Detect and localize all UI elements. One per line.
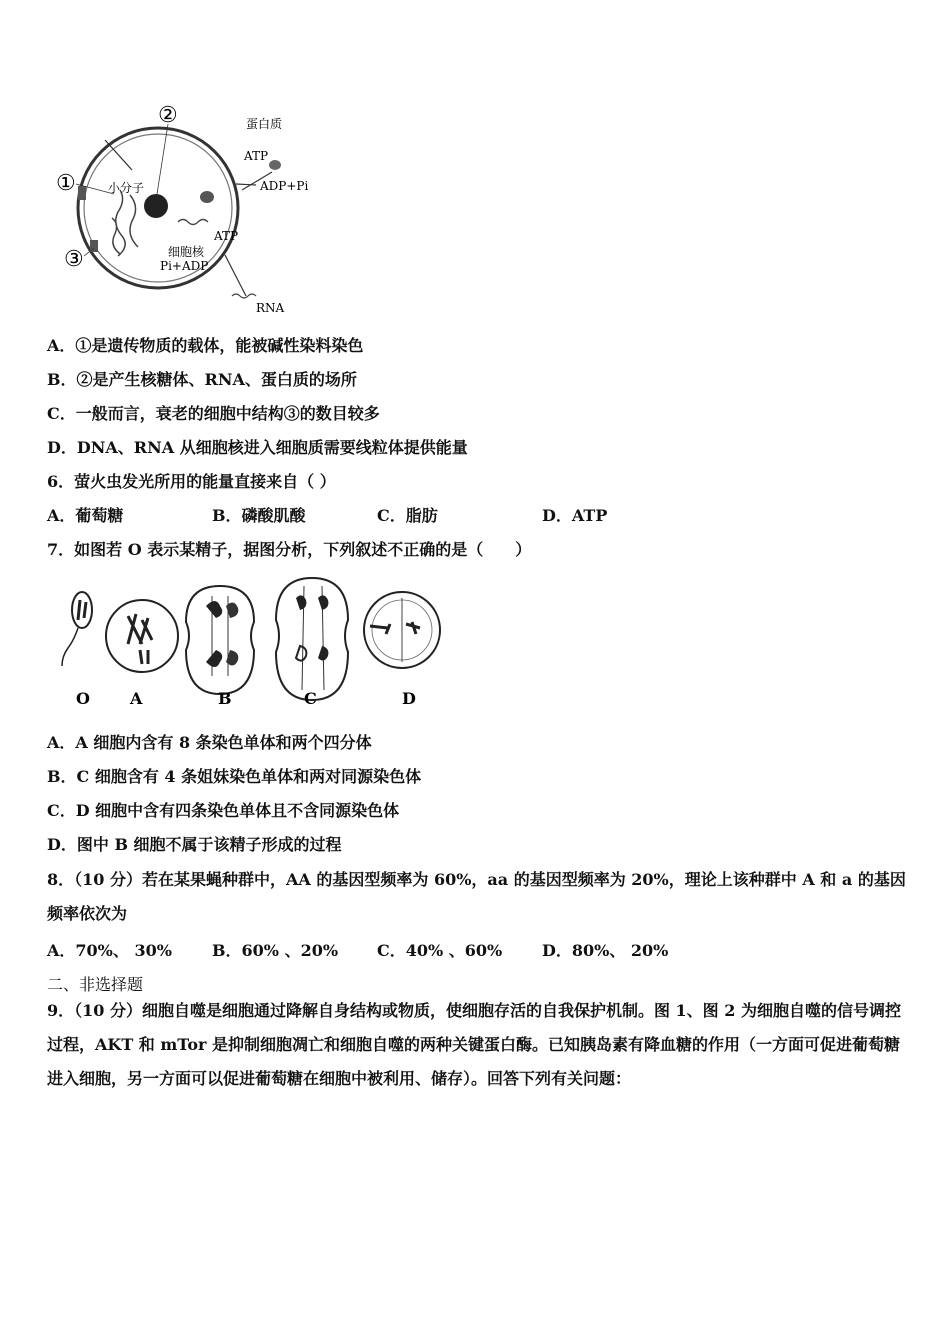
label-rna: RNA: [256, 301, 285, 315]
q5-option-c: C．一般而言，衰老的细胞中结构③的数目较多: [47, 404, 380, 423]
rna-strand: [232, 294, 256, 298]
cell-d: [364, 592, 440, 668]
section-2-title: 二、非选择题: [47, 975, 144, 994]
q7-option-b: B．C 细胞含有 4 条姐妹染色单体和两对同源染色体: [47, 767, 422, 786]
q7-option-a: A．A 细胞内含有 8 条染色单体和两个四分体: [47, 733, 372, 752]
figure-label-o: O: [76, 689, 90, 708]
q5-option-b: B．②是产生核糖体、RNA、蛋白质的场所: [47, 370, 357, 389]
label-num2: ②: [158, 103, 178, 128]
figure-label-d: D: [402, 689, 416, 708]
q7-option-c: C．D 细胞中含有四条染色单体且不含同源染色体: [47, 801, 400, 820]
q8-option-d: D．80%、 20%: [542, 941, 669, 960]
figure-label-c: C: [304, 689, 317, 708]
q6-stem-text: 6．萤火虫发光所用的能量直接来自（ ）: [47, 472, 336, 491]
label-protein: 蛋白质: [246, 117, 283, 131]
label-atp-mid: ATP: [214, 229, 239, 243]
q7-option-d: D．图中 B 细胞不属于该精子形成的过程: [47, 835, 342, 854]
cell-b: [186, 586, 254, 694]
q8-option-a: A．70%、 30%: [47, 941, 172, 960]
sperm-cell-o: [62, 592, 92, 666]
q9-text: 9．（10 分）细胞自噬是细胞通过降解自身结构或物质，使细胞存活的自我保护机制。图 1、图 2 为细胞自噬的信号调控过程，AKT 和 mTor 是抑制细胞凋亡和细胞自噬的两种关键蛋白酶。已知胰岛素有降血糖的作用（一方面可促进葡萄糖进入细胞，另一方面可以促进葡萄糖在细胞中被利用、储存）。回答下列有关问题：: [47, 1001, 901, 1088]
chromatin: [112, 190, 138, 256]
label-nucleus: 细胞核: [168, 245, 205, 259]
figure-label-a: A: [130, 689, 143, 708]
q6-option-d: D．ATP: [542, 506, 608, 525]
cell-a: [106, 600, 178, 672]
label-adp-pi: ADP+Pi: [260, 179, 309, 193]
arrow-small-in: [105, 140, 132, 170]
label-num3: ③: [64, 247, 84, 272]
q8-option-b: B．60% 、20%: [212, 941, 339, 960]
q7-stem: 7．如图若 O 表示某精子，据图分析，下列叙述不正确的是（ ）: [47, 540, 532, 559]
label-atp-top: ATP: [244, 149, 269, 163]
organelle-blob: [200, 191, 214, 203]
q6-stem: [47, 471, 906, 493]
cell-structure-figure: [50, 100, 330, 318]
q5-option-a: A．①是遗传物质的载体，能被碱性染料染色: [47, 336, 364, 355]
q8-option-c: C．40% 、60%: [377, 941, 503, 960]
arrow-adp-out: [236, 184, 256, 185]
protein-blob: [269, 160, 281, 170]
nuclear-pore-1: [78, 186, 86, 200]
figure-label-b: B: [218, 689, 232, 708]
q6-option-a: A．葡萄糖: [47, 506, 124, 525]
label-small-molecule: 小分子: [108, 181, 145, 195]
arrow-rna-out: [225, 255, 246, 296]
nucleus-rna-strand: [178, 220, 208, 225]
q8-stem: 8．（10 分）若在某果蝇种群中，AA 的基因型频率为 60%，aa 的基因型频率为 20%，理论上该种群中 A 和 a 的基因频率依次为: [47, 870, 906, 923]
q6-option-c: C．脂肪: [377, 506, 438, 525]
q6-option-b: B．磷酸肌酸: [212, 506, 306, 525]
label-num1: ①: [56, 171, 76, 196]
nucleolus: [144, 194, 168, 218]
meiosis-figure: [56, 572, 446, 712]
cell-c: [276, 578, 348, 700]
label-pi-adp: Pi+ADP: [160, 259, 209, 273]
q5-option-d: D．DNA、RNA 从细胞核进入细胞质需要线粒体提供能量: [47, 438, 468, 457]
